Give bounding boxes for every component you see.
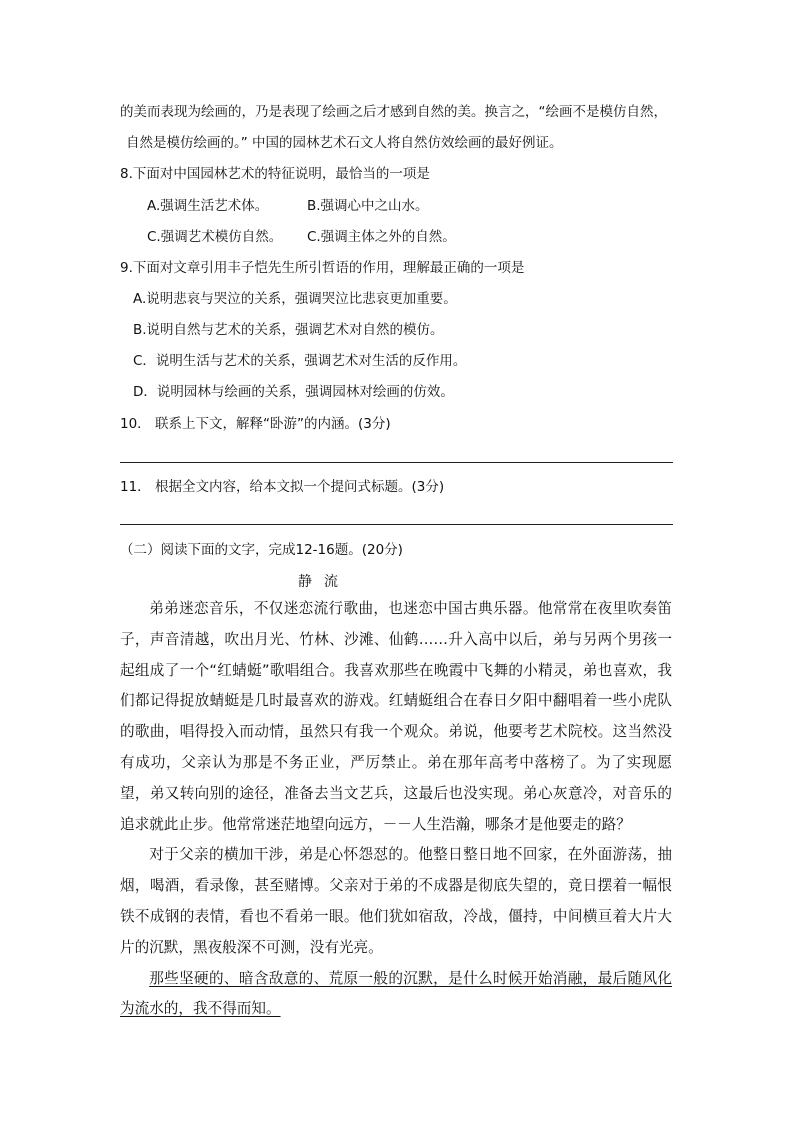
q9-stem: 9.下面对文章引用丰子恺先生所引哲语的作用，理解最正确的一项是 [120,260,525,276]
intro-line-1: 的美而表现为绘画的，乃是表现了绘画之后才感到自然的美。换言之，“绘画不是模仿自然， [120,104,667,120]
passage-paragraph-2: 对于父亲的横加干涉，弟是心怀怨怼的。他整日整日地不回家，在外面游荡，抽烟，喝酒，看录像，甚至赌博。父亲对于弟的不成器是彻底失望的，竟日摆着一幅恨铁不成钢的表情，看也不看弟一眼。他们犹如宿敌，冷战，僵持，中间横亘着大片大片的沉默，黑夜般深不可测，没有光亮。 [120,846,672,956]
q8-option-d: C.强调主体之外的自然。 [307,229,456,245]
q11-answer-line [120,524,673,525]
passage-title: 静流 [298,574,350,590]
section-2-header: （二）阅读下面的文字，完成12-16题。(20分) [120,542,403,558]
q9-option-b: B.说明自然与艺术的关系，强调艺术对自然的模仿。 [133,322,444,338]
q9-option-a: A.说明悲哀与哭泣的关系，强调哭泣比悲哀更加重要。 [133,291,457,307]
q8-option-c: C.强调艺术模仿自然。 [147,229,283,245]
q9-option-c: C．说明生活与艺术的关系，强调艺术对生活的反作用。 [133,353,467,369]
q9-option-d: D．说明园林与绘画的关系，强调园林对绘画的仿效。 [133,384,454,400]
reading-passage [120,594,672,1025]
q11-stem: 11． 根据全文内容，给本文拟一个提问式标题。(3分) [120,479,445,495]
q10-stem: 10． 联系上下文，解释“卧游”的内涵。(3分) [120,416,391,432]
passage-paragraph-3 [120,964,672,1026]
q8-stem: 8.下面对中国园林艺术的特征说明，最恰当的一项是 [120,166,430,182]
q8-option-a: A.强调生活艺术体。 [147,198,269,214]
q10-answer-line [120,462,673,463]
passage-paragraph-1: 弟弟迷恋音乐，不仅迷恋流行歌曲，也迷恋中国古典乐器。他常常在夜里吹奏笛子，声音清越，吹出月光、竹林、沙滩、仙鹤……升入高中以后，弟与另两个男孩一起组成了一个“红蜻蜓”歌唱组合。我喜欢那些在晚霞中飞舞的小精灵，弟也喜欢，我们都记得捉放蜻蜓是几时最喜欢的游戏。红蜻蜓组合在春日夕阳中翻唱着一些小虎队的歌曲，唱得投入而动情，虽然只有我一个观众。弟说，他要考艺术院校。这当然没有成功，父亲认为那是不务正业，严厉禁止。弟在那年高考中落榜了。为了实现愿望，弟又转向别的途径，准备去当文艺兵，这最后也没实现。弟心灰意冷，对音乐的追求就此止步。他常常迷茫地望向远方，－－人生浩瀚，哪条才是他要走的路？ [120,600,672,833]
intro-line-2: 自然是模仿绘画的。” 中国的园林艺术石文人将自然仿效绘画的最好例证。 [126,135,563,151]
underlined-sentence: 那些坚硬的、暗含敌意的、荒原一般的沉默，是什么时候开始消融，最后随风化为流水的，我不得而知。 [120,969,672,1018]
q8-option-b: B.强调心中之山水。 [307,198,429,214]
